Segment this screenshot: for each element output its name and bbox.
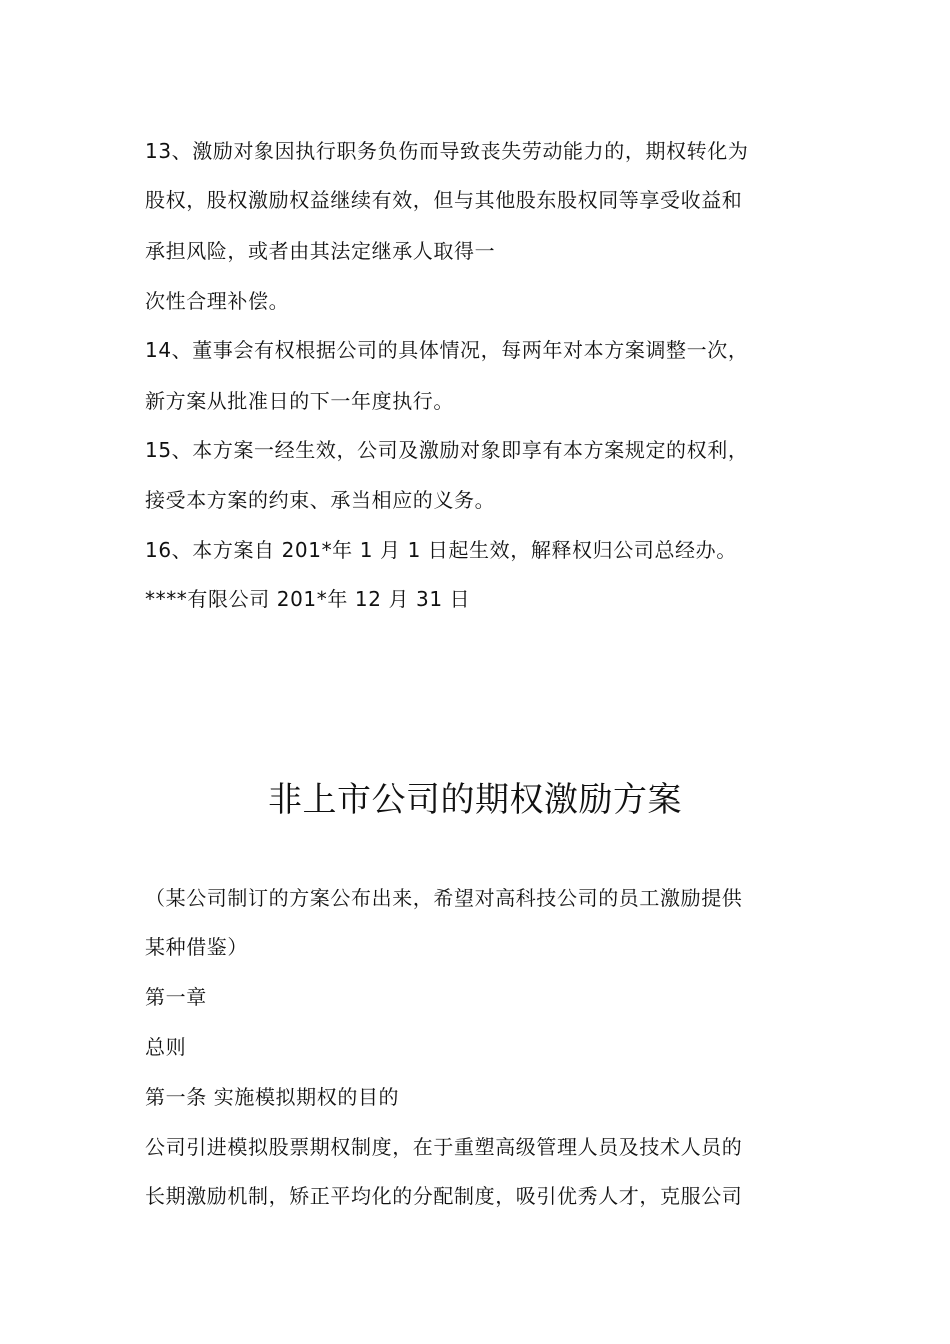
- paragraph-line: 公司引进模拟股票期权制度，在于重塑高级管理人员及技术人员的: [145, 1135, 743, 1159]
- paragraph-line: 16、本方案自 201*年 1 月 1 日起生效，解释权归公司总经办。: [145, 538, 737, 562]
- document-title: 非上市公司的期权激励方案: [268, 780, 682, 820]
- paragraph-line: 14、董事会有权根据公司的具体情况，每两年对本方案调整一次，: [145, 338, 749, 362]
- paragraph-line: 承担风险，或者由其法定继承人取得一: [145, 239, 496, 263]
- article-heading: 第一条 实施模拟期权的目的: [145, 1085, 400, 1109]
- paragraph-line: （某公司制订的方案公布出来，希望对高科技公司的员工激励提供: [145, 886, 743, 910]
- paragraph-line: 股权，股权激励权益继续有效，但与其他股东股权同等享受收益和: [145, 188, 743, 212]
- paragraph-line: 接受本方案的约束、承当相应的义务。: [145, 488, 496, 512]
- paragraph-line: 13、激励对象因执行职务负伤而导致丧失劳动能力的，期权转化为: [145, 139, 749, 163]
- paragraph-line: 次性合理补偿。: [145, 289, 290, 313]
- paragraph-line: 长期激励机制，矫正平均化的分配制度，吸引优秀人才，克服公司: [145, 1184, 743, 1208]
- paragraph-line: 新方案从批准日的下一年度执行。: [145, 389, 454, 413]
- paragraph-line: 某种借鉴）: [145, 935, 248, 959]
- chapter-subheading: 总则: [145, 1035, 187, 1059]
- signature-date-line: ****有限公司 201*年 12 月 31 日: [145, 587, 471, 611]
- paragraph-line: 15、本方案一经生效，公司及激励对象即享有本方案规定的权利，: [145, 438, 749, 462]
- chapter-heading: 第一章: [145, 985, 207, 1009]
